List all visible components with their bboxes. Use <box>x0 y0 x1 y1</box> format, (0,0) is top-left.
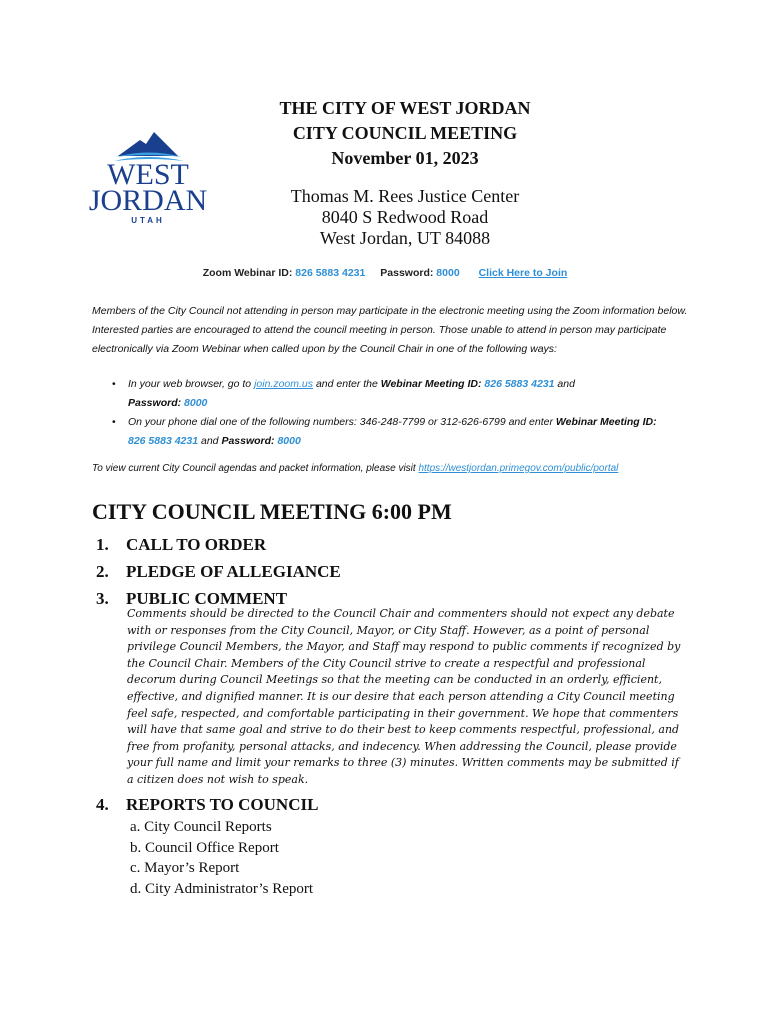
intro-paragraph-2: Interested parties are encouraged to attend the council meeting in person. Those unable to attend in person may participate electronically via Zoom Webinar when called upon by the Council Chair in one of the following ways: <box>92 324 667 355</box>
list-item: c. Mayor’s Report <box>130 860 240 876</box>
zoom-webinar-id: 826 5883 4231 <box>295 267 366 279</box>
logo-utah-text: UTAH <box>131 216 165 225</box>
address-line-3: West Jordan, UT 84088 <box>319 228 491 248</box>
list-item: b. Council Office Report <box>130 839 279 856</box>
document-header <box>240 96 570 171</box>
zoom-join-url[interactable]: join.zoom.us <box>254 378 314 390</box>
intro-text <box>92 302 692 359</box>
zoom-webinar-label: Zoom Webinar ID: <box>202 267 293 279</box>
address-line-2: 8040 S Redwood Road <box>321 207 489 227</box>
list-item: • On your phone dial one of the following numbers: 346-248-7799 or 312-626-6799 and enter Webinar Meeting ID: 826 5883 4231 and Password: 8000 <box>112 413 672 451</box>
agenda-list <box>96 531 696 612</box>
join-options-list <box>112 375 672 451</box>
zoom-join-link[interactable]: Click Here to Join <box>478 267 568 279</box>
zoom-password-label: Password: <box>380 267 434 279</box>
city-logo <box>88 130 208 230</box>
bullet-icon: • <box>112 416 116 428</box>
zoom-info <box>0 267 770 279</box>
zoom-password: 8000 <box>436 267 460 279</box>
meeting-address <box>240 186 570 249</box>
agenda-item: 2. PLEDGE OF ALLEGIANCE <box>96 562 341 581</box>
header-meeting: CITY COUNCIL MEETING <box>292 123 518 143</box>
list-item: a. City Council Reports <box>130 819 272 835</box>
meeting-title: CITY COUNCIL MEETING 6:00 PM <box>92 499 452 524</box>
header-city: THE CITY OF WEST JORDAN <box>279 98 531 118</box>
logo-west-text: WEST <box>107 158 189 191</box>
agenda-item: 1. CALL TO ORDER <box>96 535 267 554</box>
address-line-1: Thomas M. Rees Justice Center <box>290 186 520 206</box>
public-comment-text: Comments should be directed to the Council Chair and commenters should not expect any debate with or responses from the City Council, Mayor, or City Staff. However, as a point of personal privilege Council Members, the Mayor, and Staff may respond to public comments if recognized by the Council Chair. Members of the City Council strive to create a respectful and professional decorum during Council Meetings so that the meeting can be conducted in an orderly, efficient, effective, and dignified manner. It is our desire that each person attending a City Council meeting feel safe, respected, and comfortable participating in their government. We hope that commenters will have that same goal and strive to do their best to keep comments respectful, professional, and free from profanity, personal attacks, and indecency. When addressing the Council, please provide your full name and limit your remarks to three (3) minutes. Written comments may be submitted if a citizen does not wish to speak. <box>127 607 681 786</box>
list-item: • In your web browser, go to join.zoom.us and enter the Webinar Meeting ID: 826 5883 4231 and Password: 8000 <box>112 375 672 413</box>
header-date: November 01, 2023 <box>331 148 479 168</box>
list-item: d. City Administrator’s Report <box>130 880 314 897</box>
intro-paragraph-1: Members of the City Council not attending in person may participate in the electronic meeting using the Zoom information below. <box>92 305 688 317</box>
portal-info: To view current City Council agendas and packet information, please visit https://westjordan.primegov.com/public/portal <box>92 463 619 474</box>
reports-heading: 4. REPORTS TO COUNCIL <box>96 795 319 814</box>
reports-list <box>130 817 313 899</box>
logo-jordan-text: JORDAN <box>88 184 208 217</box>
bullet-icon: • <box>112 378 116 390</box>
portal-link[interactable]: https://westjordan.primegov.com/public/portal <box>418 463 619 474</box>
agenda-item: 3. PUBLIC COMMENT <box>96 589 288 608</box>
